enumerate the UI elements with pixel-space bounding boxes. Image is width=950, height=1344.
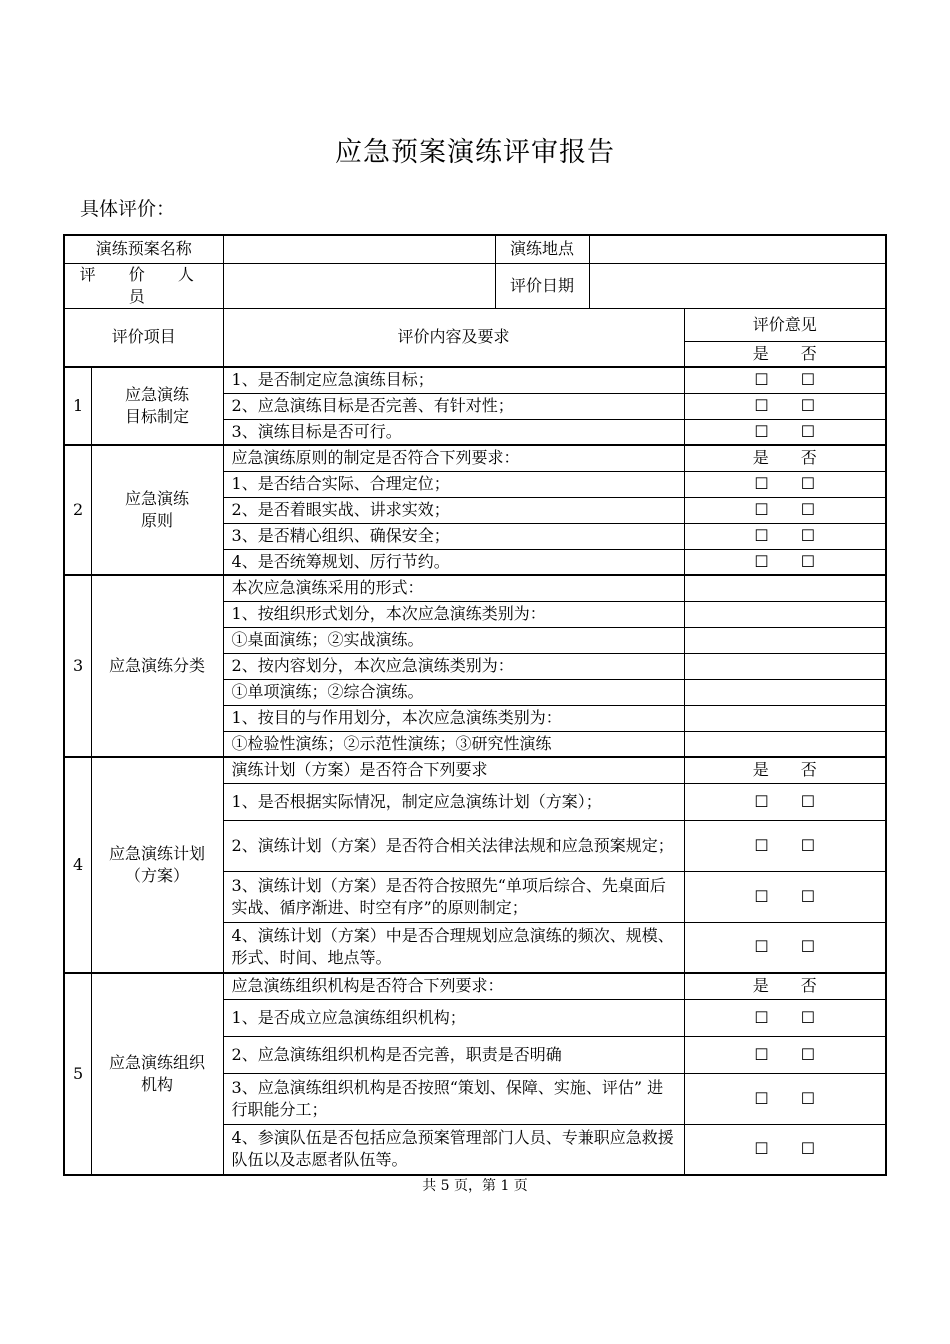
section-3-row bbox=[64, 575, 886, 601]
section-5-row bbox=[64, 973, 886, 999]
yes-no-checkboxes[interactable]: ☐ ☐ bbox=[684, 367, 886, 393]
yes-no-checkboxes[interactable]: ☐ ☐ bbox=[684, 1036, 886, 1073]
yes-no-checkboxes[interactable]: ☐ ☐ bbox=[684, 497, 886, 523]
yes-no-checkboxes[interactable]: ☐ ☐ bbox=[684, 783, 886, 820]
section-item-name: 应急演练 目标制定 bbox=[91, 367, 223, 445]
section-item-name: 应急演练计划 （方案） bbox=[91, 757, 223, 973]
evaluator-field[interactable] bbox=[223, 263, 495, 308]
opinion-cell bbox=[684, 627, 886, 653]
yes-no-checkboxes[interactable]: ☐ ☐ bbox=[684, 871, 886, 922]
section-1-row bbox=[64, 367, 886, 393]
section-item-name: 应急演练组织 机构 bbox=[91, 973, 223, 1175]
criterion-text: 1、是否成立应急演练组织机构； bbox=[223, 999, 684, 1036]
evaluator-row bbox=[64, 263, 886, 308]
yes-no-checkboxes[interactable]: ☐ ☐ bbox=[684, 999, 886, 1036]
date-label: 评价日期 bbox=[495, 263, 589, 308]
yes-no-checkboxes[interactable]: ☐ ☐ bbox=[684, 523, 886, 549]
document-title: 应急预案演练评审报告 bbox=[335, 137, 615, 168]
yes-no-header: 是 否 bbox=[684, 341, 886, 367]
criterion-text: 1、是否制定应急演练目标； bbox=[223, 367, 684, 393]
criterion-text: 3、是否精心组织、确保安全； bbox=[223, 523, 684, 549]
opinion-cell bbox=[684, 601, 886, 627]
criterion-text: 2、应急演练目标是否完善、有针对性； bbox=[223, 393, 684, 419]
opinion-cell bbox=[684, 731, 886, 757]
opinion-header: 评价意见 bbox=[684, 308, 886, 341]
yes-no-checkboxes[interactable]: ☐ ☐ bbox=[684, 393, 886, 419]
item-header: 评价项目 bbox=[64, 308, 223, 367]
opinion-cell bbox=[684, 705, 886, 731]
criterion-text: ①单项演练；②综合演练。 bbox=[223, 679, 684, 705]
yes-no-checkboxes[interactable]: ☐ ☐ bbox=[684, 1124, 886, 1175]
criterion-text: ①检验性演练；②示范性演练；③研究性演练 bbox=[223, 731, 684, 757]
section-number: 2 bbox=[64, 445, 91, 575]
criterion-text: 演练计划（方案）是否符合下列要求 bbox=[223, 757, 684, 783]
criterion-text: 2、应急演练组织机构是否完善，职责是否明确 bbox=[223, 1036, 684, 1073]
section-item-name: 应急演练分类 bbox=[91, 575, 223, 757]
plan-name-row bbox=[64, 235, 886, 263]
criterion-text: 3、演练目标是否可行。 bbox=[223, 419, 684, 445]
content-header: 评价内容及要求 bbox=[223, 308, 684, 367]
yes-no-checkboxes[interactable]: ☐ ☐ bbox=[684, 922, 886, 973]
subtitle: 具体评价： bbox=[80, 198, 176, 220]
yes-no-checkboxes[interactable]: ☐ ☐ bbox=[684, 820, 886, 871]
criterion-text: ①桌面演练；②实战演练。 bbox=[223, 627, 684, 653]
criterion-text: 应急演练组织机构是否符合下列要求： bbox=[223, 973, 684, 999]
opinion-cell bbox=[684, 679, 886, 705]
criterion-text: 4、演练计划（方案）中是否合理规划应急演练的频次、规模、形式、时间、地点等。 bbox=[223, 922, 684, 973]
criterion-text: 本次应急演练采用的形式： bbox=[223, 575, 684, 601]
page-footer: 共 5 页，第 1 页 bbox=[422, 1178, 528, 1194]
yes-no-label: 是 否 bbox=[684, 445, 886, 471]
criterion-text: 2、是否着眼实战、讲求实效； bbox=[223, 497, 684, 523]
section-number: 5 bbox=[64, 973, 91, 1175]
criterion-text: 1、是否根据实际情况，制定应急演练计划（方案）； bbox=[223, 783, 684, 820]
plan-name-field[interactable] bbox=[223, 235, 495, 263]
criterion-text: 1、按目的与作用划分，本次应急演练类别为： bbox=[223, 705, 684, 731]
section-number: 1 bbox=[64, 367, 91, 445]
section-2-row bbox=[64, 445, 886, 471]
criterion-text: 2、演练计划（方案）是否符合相关法律法规和应急预案规定； bbox=[223, 820, 684, 871]
opinion-cell bbox=[684, 653, 886, 679]
evaluation-table bbox=[63, 234, 887, 1176]
criterion-text: 1、是否结合实际、合理定位； bbox=[223, 471, 684, 497]
location-label: 演练地点 bbox=[495, 235, 589, 263]
opinion-cell bbox=[684, 575, 886, 601]
date-field[interactable] bbox=[589, 263, 886, 308]
section-4-row bbox=[64, 757, 886, 783]
criterion-text: 3、应急演练组织机构是否按照“策划、保障、实施、评估” 进行职能分工； bbox=[223, 1073, 684, 1124]
yes-no-checkboxes[interactable]: ☐ ☐ bbox=[684, 471, 886, 497]
section-number: 4 bbox=[64, 757, 91, 973]
yes-no-label: 是 否 bbox=[684, 973, 886, 999]
yes-no-checkboxes[interactable]: ☐ ☐ bbox=[684, 1073, 886, 1124]
location-field[interactable] bbox=[589, 235, 886, 263]
column-header-row bbox=[64, 308, 886, 341]
criterion-text: 1、按组织形式划分，本次应急演练类别为： bbox=[223, 601, 684, 627]
criterion-text: 4、参演队伍是否包括应急预案管理部门人员、专兼职应急救援队伍以及志愿者队伍等。 bbox=[223, 1124, 684, 1175]
criterion-text: 3、演练计划（方案）是否符合按照先“单项后综合、先桌面后实战、循序渐进、时空有序”的原则制定； bbox=[223, 871, 684, 922]
yes-no-checkboxes[interactable]: ☐ ☐ bbox=[684, 549, 886, 575]
yes-no-label: 是 否 bbox=[684, 757, 886, 783]
yes-no-checkboxes[interactable]: ☐ ☐ bbox=[684, 419, 886, 445]
section-item-name: 应急演练 原则 bbox=[91, 445, 223, 575]
plan-name-label: 演练预案名称 bbox=[64, 235, 223, 263]
section-number: 3 bbox=[64, 575, 91, 757]
criterion-text: 4、是否统筹规划、厉行节约。 bbox=[223, 549, 684, 575]
criterion-text: 应急演练原则的制定是否符合下列要求： bbox=[223, 445, 684, 471]
evaluator-label: 评 价 人 员 bbox=[64, 263, 223, 308]
criterion-text: 2、按内容划分，本次应急演练类别为： bbox=[223, 653, 684, 679]
